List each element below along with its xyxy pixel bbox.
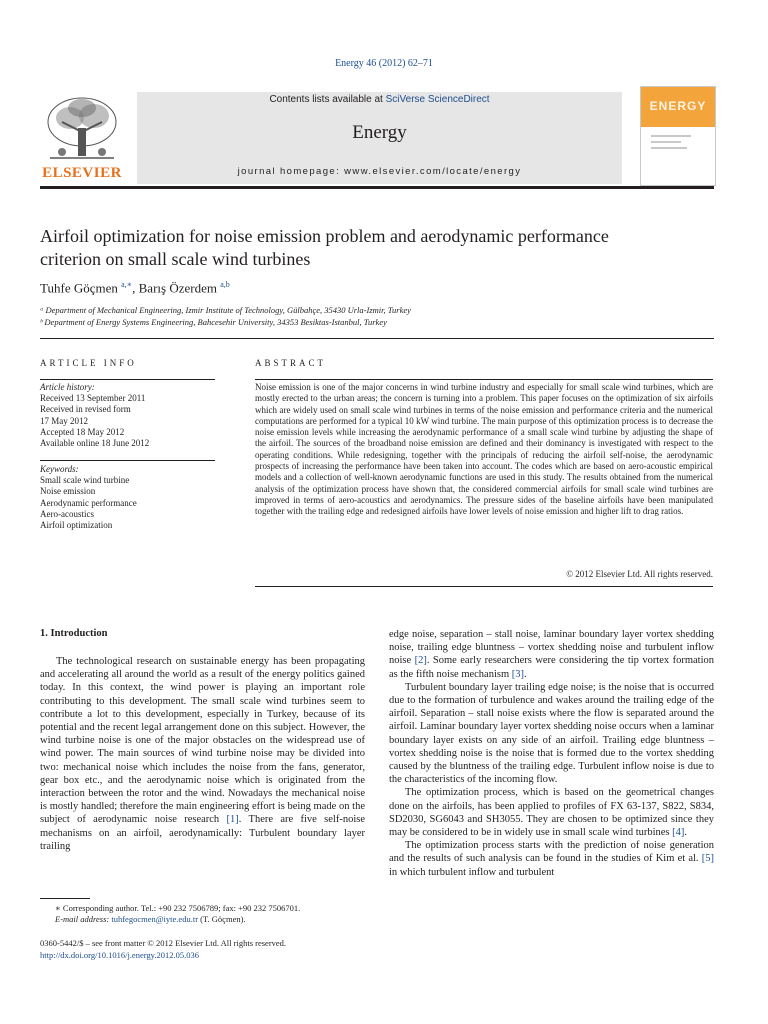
email-link[interactable]: tuhfegocmen@iyte.edu.tr: [111, 914, 199, 924]
keyword-item: Airfoil optimization: [40, 520, 113, 531]
paragraph-text: The optimization process, which is based on the geometrical changes done on the airfoils, has been applied to profiles of FX 63-137, S822, S834, SD2030, SG6043 and SH3055. They are chosen to be optimized since they may be considered to be in widely use in small scale wind turbines: [389, 787, 714, 839]
citation-link[interactable]: [4]: [672, 827, 685, 839]
author-affiliation-marker[interactable]: a,b: [220, 280, 230, 289]
citation-link[interactable]: [5]: [701, 853, 714, 865]
keyword-item: Aerodynamic performance: [40, 497, 137, 508]
author-list: [40, 280, 230, 296]
article-history-label: Article history:: [40, 382, 95, 392]
affiliation: ᵃ Department of Mechanical Engineering, Izmir Institute of Technology, Gülbahçe, 35430 Urla-Izmir, Turkey: [40, 305, 411, 315]
doi-link[interactable]: [40, 950, 199, 960]
contents-prefix: Contents lists available at: [269, 94, 383, 105]
cover-text-line: [651, 147, 687, 149]
history-item: Accepted 18 May 2012: [40, 426, 125, 437]
cover-text-line: [651, 141, 681, 143]
paragraph-text: . There are five self-noise mechanisms on an airfoil, aerodynamically: Turbulent boundary layer trailing: [40, 814, 365, 852]
abstract-heading: ABSTRACT: [255, 358, 327, 368]
author-separator: ,: [132, 280, 139, 296]
keyword-item: Aero-acoustics: [40, 508, 94, 519]
paragraph-text: edge noise, separation – stall noise, laminar boundary layer vortex shedding noise, trailing edge bluntness – vortex shedding noise and turbulent inflow noise: [389, 629, 714, 667]
cover-title: ENERGY: [649, 99, 707, 113]
intro-paragraph: [389, 628, 714, 681]
author-name: Tuhfe Göçmen: [40, 280, 118, 296]
publisher-logo-text: ELSEVIER: [42, 165, 122, 181]
citation-link[interactable]: [2]: [414, 655, 427, 667]
doi-text[interactable]: http://dx.doi.org/10.1016/j.energy.2012.05.036: [40, 950, 199, 960]
article-info-rule: [40, 379, 215, 380]
abstract-bottom-rule: [255, 586, 713, 587]
email-tail: (T. Göçmen).: [198, 914, 246, 924]
paragraph-text: .: [684, 827, 688, 839]
intro-paragraph: [389, 681, 714, 787]
paragraph-text: in which turbulent inflow and turbulent: [389, 866, 555, 878]
keywords-rule: [40, 460, 215, 461]
keywords: [40, 464, 215, 531]
abstract-text: Noise emission is one of the major concerns in wind turbine industry and especially for small scale wind turbines, which are mostly erected to the urban areas; the concern is turning into a problem. This paper focuses on the optimization of six airfoils which are widely used on small scale wind turbines in terms of the noise emission and performance criteria and the numerical computations are performed for a typical 10 kW wind turbine. The main purpose of this optimization process is to decrease the noise emission levels while increasing the aerodynamic performance of a small scale wind turbine by adjusting the shape of the airfoil. The sources of the broadband noise emission are defined and their dominancy is investigated with respect to the operating conditions. While redesigning, together with the principals of reducing the airfoil self-noise, the aerodynamic prospects of increasing the performance have been taken into account. The codes which are based on aero-acoustic empirical models and a collection of well-known aerodynamic functions are used in this study. The results obtained from the numerical analysis of the optimization process have shown that, the considered commercial airfoils for small scale wind turbines are improved in terms of aero-acoustics and aerodynamics. The pressure sides of the baseline airfoils have been manipulated together with the trailing edge and redesigned airfoils have lower levels of noise emission and higher lift to drag ratios.: [255, 382, 713, 517]
email-label: E-mail address:: [55, 914, 110, 924]
author-affiliation-marker[interactable]: a,∗: [121, 280, 133, 289]
journal-homepage[interactable]: journal homepage: www.elsevier.com/locate/energy: [237, 166, 522, 177]
intro-paragraph: [389, 839, 714, 879]
header-rule: [40, 186, 714, 189]
corresponding-author-footnote: ∗ Corresponding author. Tel.: +90 232 7506789; fax: +90 232 7506701.: [55, 903, 301, 913]
email-footnote: [55, 914, 246, 924]
intro-paragraph: [40, 655, 365, 853]
journal-name: Energy: [352, 122, 407, 143]
contents-line: [137, 94, 622, 105]
paragraph-text: .: [524, 668, 527, 680]
paragraph-text: Turbulent boundary layer trailing edge noise; is the noise that is occurred due to the formation of turbulence and wakes around the trailing edge of the airfoil. Separation – stall noise exists where the flow is separated around the airfoil. Laminar boundary layer vortex shedding noise occurs when a laminar boundary layer exists on any side of an airfoil. Trailing edge bluntness – vortex shedding noise is the noise that is formed due to the vortex shedding caused by the bluntness of the trailing edge. Turbulent inflow noise is due to the characteristics of the incoming flow.: [389, 681, 714, 786]
paragraph-text: The optimization process starts with the prediction of noise generation and the results of such analysis can be found in the studies of Kim et al.: [389, 840, 714, 865]
citation-link[interactable]: [1]: [226, 814, 239, 826]
journal-banner: [137, 92, 622, 184]
footnote-rule: [40, 898, 90, 899]
abstract-copyright: © 2012 Elsevier Ltd. All rights reserved.: [566, 569, 713, 579]
sciencedirect-link[interactable]: SciVerse ScienceDirect: [385, 94, 490, 105]
cover-lower-panel: [641, 127, 715, 185]
citation-link[interactable]: [3]: [511, 668, 525, 680]
article-info-heading: ARTICLE INFO: [40, 358, 137, 368]
abstract-rule: [255, 379, 713, 380]
paragraph-text: The technological research on sustainable energy has been propagating and accelerating all around the world as a result of the energy politics gained today. In this context, the wind power is playing an important role contributing to this development. The small scale wind turbines seem to contribute a lot to this development, especially in Turkey, because of its potential and the recent legal arrangement done on this subject. However, the wind turbine noise is one of the major obstacles on the widespread use of wind power. The main sources of wind turbine noise may be divided into two: mechanical noise which includes the noise from the fans, generator, gear box etc., and the aerodynamic noise which is originated from the interaction between the rotor and the wind. Nowadays the mechanical noise is mostly handled; therefore the main engineering effort is being made on the subject of aerodynamic noise research: [40, 656, 365, 826]
affiliation: ᵇ Department of Energy Systems Engineering, Bahcesehir University, 34353 Besiktas-Istanbul, Turkey: [40, 317, 387, 327]
history-item: Available online 18 June 2012: [40, 438, 150, 449]
title-line: Airfoil optimization for noise emission problem and aerodynamic performance: [40, 226, 609, 246]
history-item: 17 May 2012: [40, 415, 88, 426]
journal-cover-thumbnail: [640, 86, 716, 186]
section-rule: [40, 338, 714, 339]
keywords-label: Keywords:: [40, 464, 79, 474]
journal-reference[interactable]: Energy 46 (2012) 62–71: [335, 58, 433, 69]
introduction-heading: 1. Introduction: [40, 628, 108, 639]
paper-title: [40, 225, 714, 271]
history-item: Received in revised form: [40, 404, 131, 415]
keyword-item: Small scale wind turbine: [40, 475, 130, 486]
intro-paragraph: [389, 786, 714, 839]
intro-right-column: [389, 628, 714, 879]
intro-left-column: [40, 655, 365, 853]
issn-line: 0360-5442/$ – see front matter © 2012 Elsevier Ltd. All rights reserved.: [40, 938, 287, 948]
keyword-item: Noise emission: [40, 486, 96, 497]
paragraph-text: . Some early researchers were considering the tip vortex formation as the fifth noise mechanism: [389, 655, 714, 680]
history-item: Received 13 September 2011: [40, 393, 146, 404]
cover-text-line: [651, 135, 691, 137]
author-name: Barış Özerdem: [138, 280, 217, 296]
title-line: criterion on small scale wind turbines: [40, 249, 311, 269]
article-history: [40, 382, 215, 449]
